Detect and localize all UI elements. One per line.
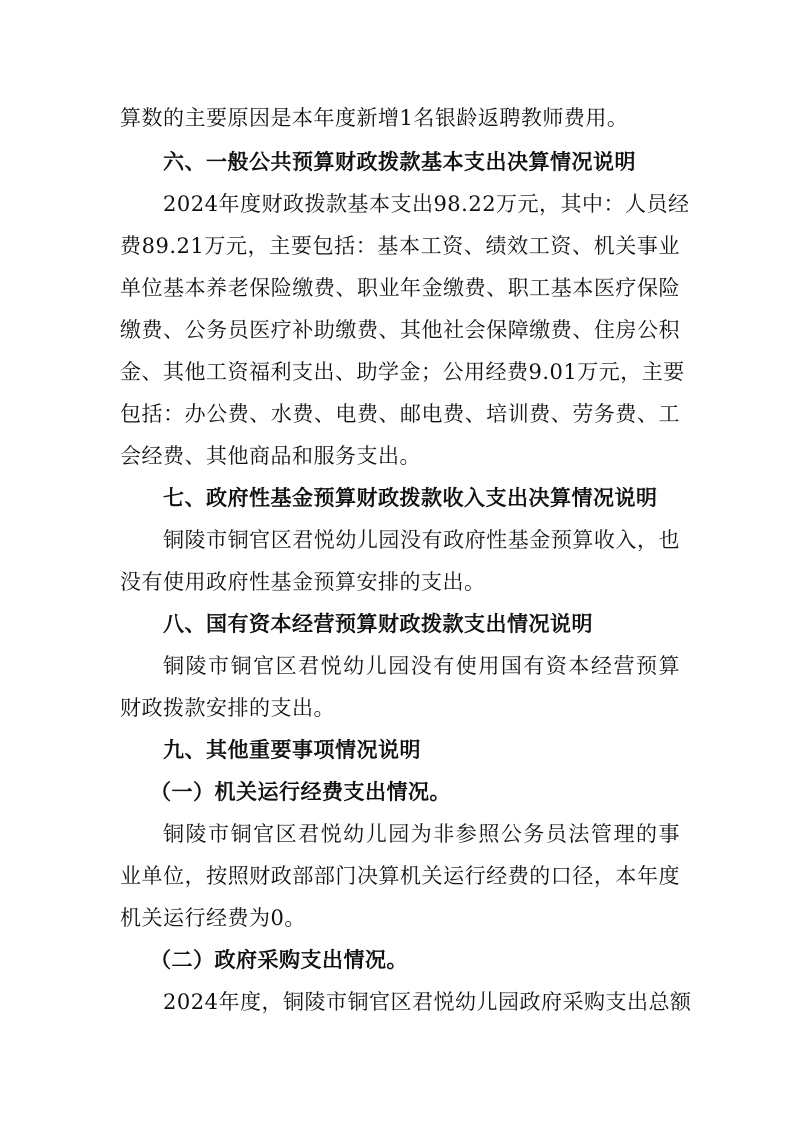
paragraph-line: 财政拨款安排的支出。 xyxy=(120,696,335,720)
paragraph-line: 铜陵市铜官区君悦幼儿园没有使用国有资本经营预算 xyxy=(163,654,680,678)
section-heading-government-fund: 七、政府性基金预算财政拨款收入支出决算情况说明 xyxy=(163,486,658,510)
paragraph-line: 2024年度，铜陵市铜官区君悦幼儿园政府采购支出总额 xyxy=(163,990,692,1014)
section-heading-other-matters: 九、其他重要事项情况说明 xyxy=(163,738,421,762)
paragraph-line: 铜陵市铜官区君悦幼儿园为非参照公务员法管理的事 xyxy=(163,822,680,846)
paragraph-line: 会经费、其他商品和服务支出。 xyxy=(120,444,421,468)
subsection-heading-procurement: （二）政府采购支出情况。 xyxy=(150,948,408,972)
paragraph-line: 金、其他工资福利支出、助学金；公用经费9.01万元，主要 xyxy=(120,360,685,384)
paragraph-line: 单位基本养老保险缴费、职业年金缴费、职工基本医疗保险 xyxy=(120,276,680,300)
section-heading-basic-expenditure: 六、一般公共预算财政拨款基本支出决算情况说明 xyxy=(163,150,636,174)
paragraph-line: 包括：办公费、水费、电费、邮电费、培训费、劳务费、工 xyxy=(120,402,680,426)
paragraph-line: 2024年度财政拨款基本支出98.22万元，其中：人员经 xyxy=(163,192,690,216)
paragraph-line: 机关运行经费为0。 xyxy=(120,906,306,930)
paragraph-line: 费89.21万元，主要包括：基本工资、绩效工资、机关事业 xyxy=(120,234,680,258)
paragraph-line: 缴费、公务员医疗补助缴费、其他社会保障缴费、住房公积 xyxy=(120,318,680,342)
paragraph-continuation-line: 算数的主要原因是本年度新增1名银龄返聘教师费用。 xyxy=(120,106,629,130)
paragraph-line: 业单位，按照财政部部门决算机关运行经费的口径，本年度 xyxy=(120,864,680,888)
paragraph-line: 没有使用政府性基金预算安排的支出。 xyxy=(120,570,486,594)
section-heading-state-capital: 八、国有资本经营预算财政拨款支出情况说明 xyxy=(163,612,593,636)
subsection-heading-operating-expenses: （一）机关运行经费支出情况。 xyxy=(150,780,451,804)
paragraph-line: 铜陵市铜官区君悦幼儿园没有政府性基金预算收入，也 xyxy=(163,528,680,552)
